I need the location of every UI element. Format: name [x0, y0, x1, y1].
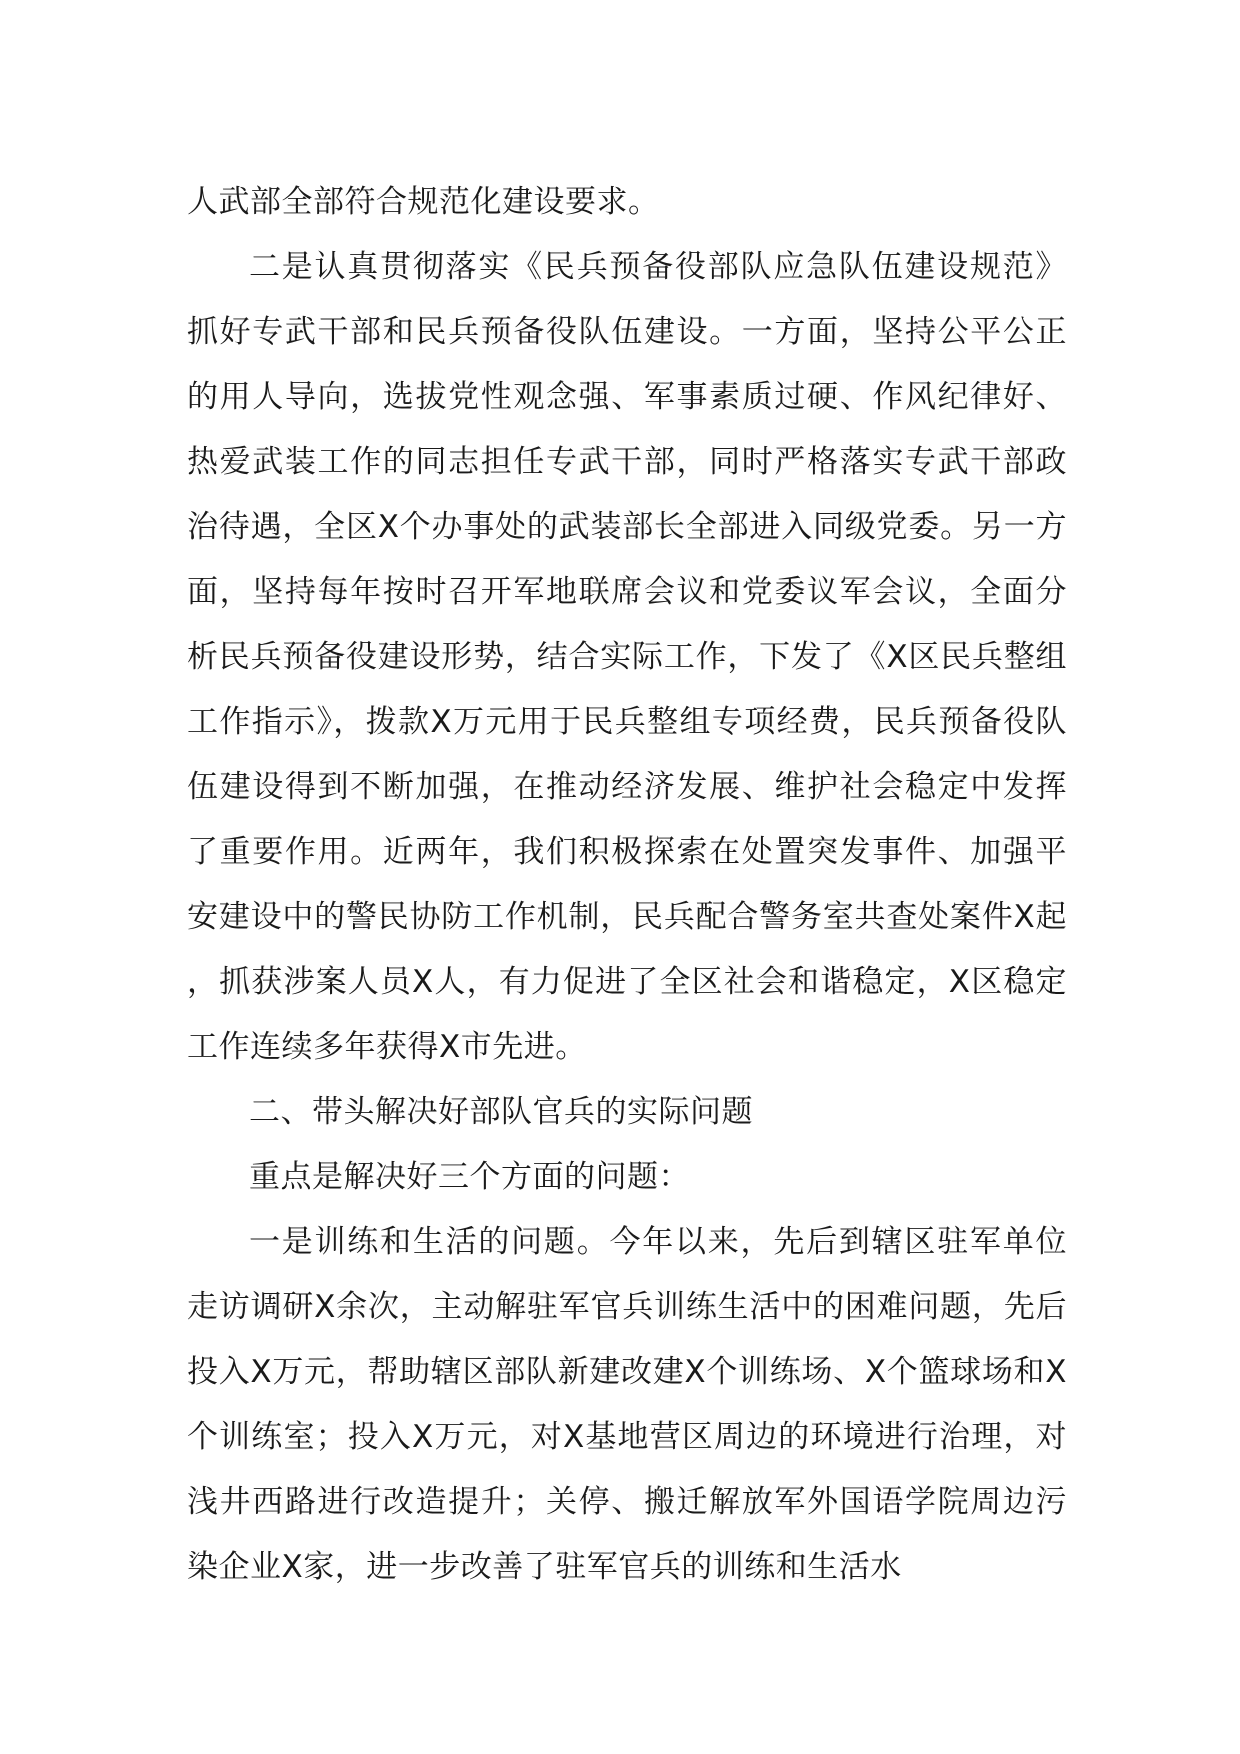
paragraph-key-points: 重点是解决好三个方面的问题：	[249, 1159, 690, 1195]
document-body	[187, 170, 1067, 1600]
paragraph-continuation: 人武部全部符合规范化建设要求。	[187, 184, 660, 220]
paragraph-militia-construction: 二是认真贯彻落实《民兵预备役部队应急队伍建设规范》抓好专武干部和民兵预备役队伍建设。一方面，坚持公平公正的用人导向，选拔党性观念强、军事素质过硬、作风纪律好、热爱武装工作的同志担任专武干部，同时严格落实专武干部政治待遇，全区X个办事处的武装部长全部进入同级党委。另一方面，坚持每年按时召开军地联席会议和党委议军会议，全面分析民兵预备役建设形势，结合实际工作，下发了《X区民兵整组工作指示》，拨款X万元用于民兵整组专项经费，民兵预备役队伍建设得到不断加强，在推动经济发展、维护社会稳定中发挥了重要作用。近两年，我们积极探索在处置突发事件、加强平安建设中的警民协防工作机制，民兵配合警务室共查处案件X起，抓获涉案人员X人，有力促进了全区社会和谐稳定，X区稳定工作连续多年获得X市先进。	[187, 249, 1067, 1065]
paragraph-training-and-living: 一是训练和生活的问题。今年以来，先后到辖区驻军单位走访调研X余次，主动解驻军官兵训练生活中的困难问题，先后投入X万元，帮助辖区部队新建改建X个训练场、X个篮球场和X个训练室；投入X万元，对X基地营区周边的环境进行治理，对浅井西路进行改造提升；关停、搬迁解放军外国语学院周边污染企业X家，进一步改善了驻军官兵的训练和生活水	[187, 1224, 1067, 1585]
section-heading: 二、带头解决好部队官兵的实际问题	[249, 1094, 753, 1130]
